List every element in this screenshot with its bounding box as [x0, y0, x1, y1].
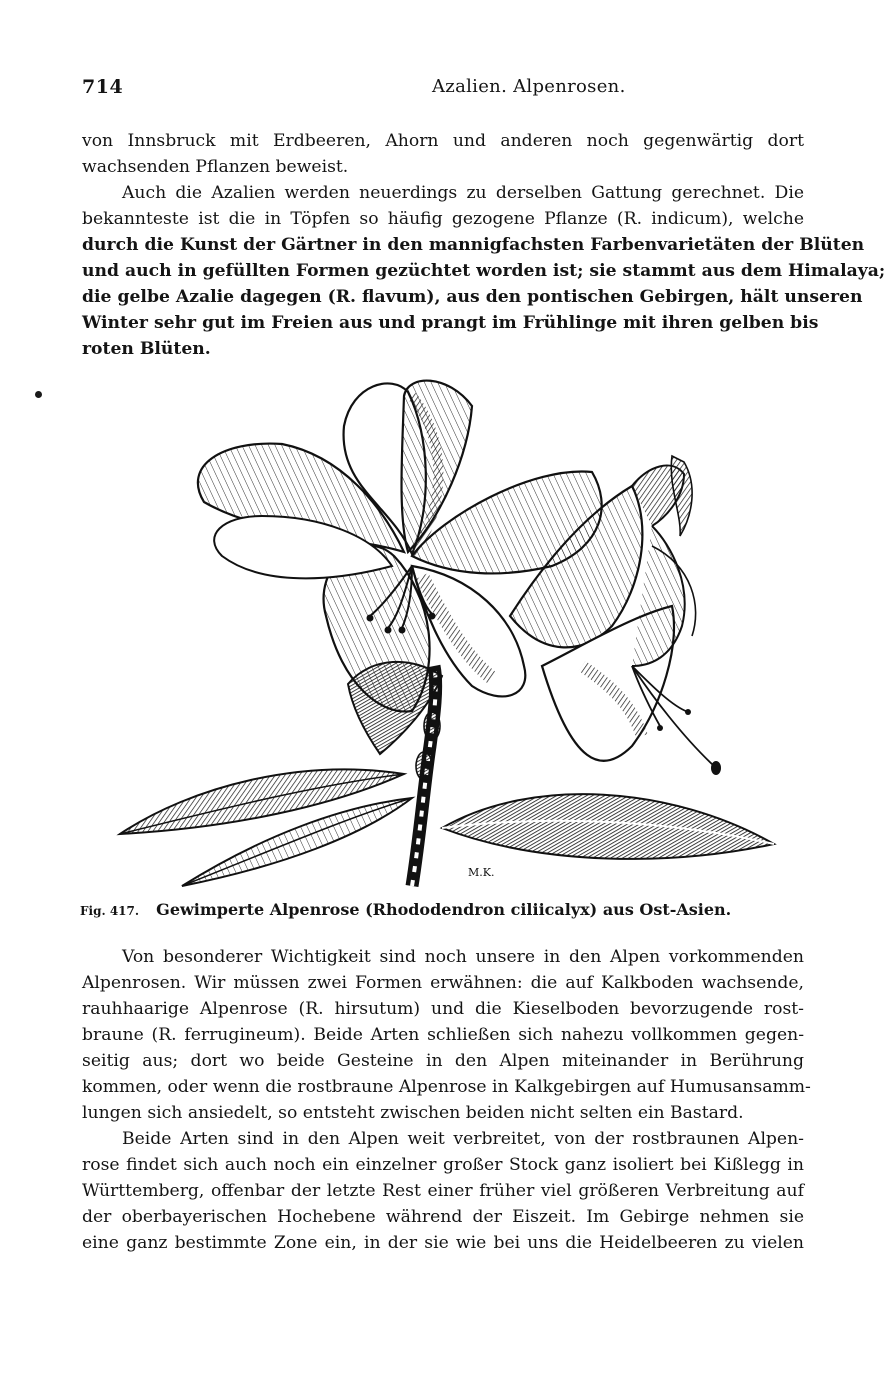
paragraph-block-bottom	[82, 944, 811, 1256]
text-line: der oberbayerischen Hochebene während der Eiszeit. Im Gebirge nehmen sie	[82, 1207, 804, 1227]
text-line: rauhhaarige Alpenrose (R. hirsutum) und die Kieselboden bevorzugende rost-	[82, 999, 804, 1019]
figure-caption	[80, 900, 732, 926]
text-line: Württemberg, offenbar der letzte Rest einer früher viel größeren Verbreitung auf	[82, 1181, 804, 1201]
text-line: Alpenrosen. Wir müssen zwei Formen erwähnen: die auf Kalkboden wachsende,	[82, 973, 804, 993]
text-line: Von besonderer Wichtigkeit sind noch unsere in den Alpen vorkommenden	[122, 947, 804, 967]
running-head: Azalien. Alpenrosen.	[432, 76, 626, 97]
text-line: rose findet sich auch noch ein einzelner großer Stock ganz isoliert bei Kißlegg in	[82, 1155, 804, 1175]
artist-monogram: M.K.	[468, 866, 495, 879]
text-line: braune (R. ferrugineum). Beide Arten schließen sich nahezu vollkommen gegen-	[82, 1025, 804, 1045]
page-header	[82, 76, 804, 104]
text-line: die gelbe Azalie dagegen (R. flavum), aus den pontischen Gebirgen, hält unseren	[82, 287, 863, 307]
text-line: eine ganz bestimmte Zone ein, in der sie wie bei uns die Heidelbeeren zu vielen	[82, 1233, 804, 1253]
rhododendron-illustration	[112, 366, 784, 892]
text-line: lungen sich ansiedelt, so entsteht zwischen beiden nicht selten ein Bastard.	[82, 1103, 744, 1123]
text-line: seitig aus; dort wo beide Gesteine in den Alpen miteinander in Berührung	[82, 1051, 804, 1071]
text-line: kommen, oder wenn die rostbraune Alpenrose in Kalkgebirgen auf Humusansamm-	[82, 1077, 811, 1097]
text-line: roten Blüten.	[82, 339, 211, 359]
text-line: bekannteste ist die in Töpfen so häufig gezogene Pflanze (R. indicum), welche	[82, 209, 804, 229]
figure-caption-text: Gewimperte Alpenrose (Rhododendron ciliicalyx) aus Ost-Asien.	[156, 900, 732, 919]
text-line: wachsenden Pflanzen beweist.	[82, 157, 349, 177]
page-number: 714	[82, 76, 124, 98]
paragraph-block-top	[82, 128, 885, 362]
figure-label: Fig. 417.	[80, 904, 140, 918]
text-line: Auch die Azalien werden neuerdings zu derselben Gattung gerechnet. Die	[122, 183, 804, 203]
text-line: und auch in gefüllten Formen gezüchtet worden ist; sie stammt aus dem Himalaya;	[82, 261, 885, 281]
margin-ink-dot	[35, 391, 42, 398]
text-line: von Innsbruck mit Erdbeeren, Ahorn und anderen noch gegenwärtig dort	[82, 131, 804, 151]
text-line: Beide Arten sind in den Alpen weit verbreitet, von der rostbraunen Alpen-	[122, 1129, 804, 1149]
text-line: Winter sehr gut im Freien aus und prangt im Frühlinge mit ihren gelben bis	[82, 313, 819, 333]
text-line: durch die Kunst der Gärtner in den mannigfachsten Farbenvarietäten der Blüten	[82, 235, 865, 255]
